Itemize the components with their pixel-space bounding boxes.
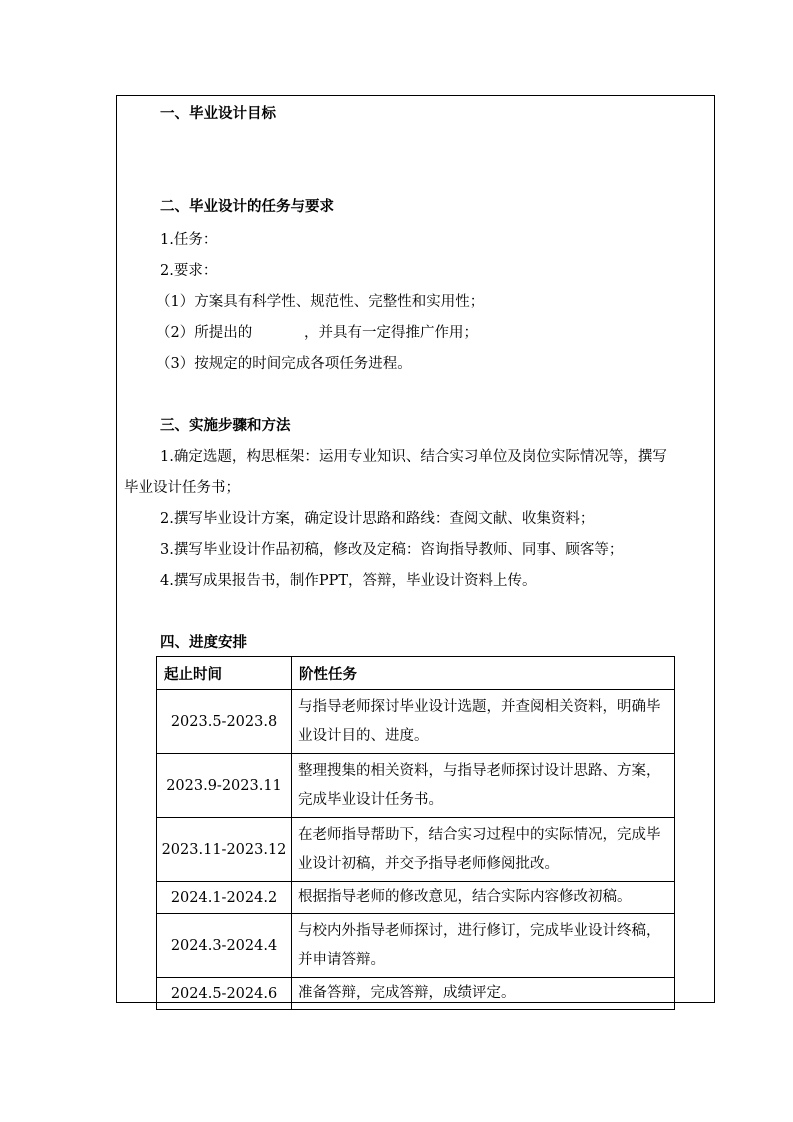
table-row — [157, 914, 675, 978]
task-cell: 整理搜集的相关资料，与指导老师探讨设计思路、方案，完成毕业设计任务书。 — [292, 754, 675, 818]
period-cell: 2024.1-2024.2 — [157, 882, 292, 914]
task-cell: 准备答辩，完成答辩，成绩评定。 — [292, 978, 675, 1010]
section-heading-tasks: 二、毕业设计的任务与要求 — [160, 199, 334, 215]
period-cell: 2023.11-2023.12 — [157, 818, 292, 882]
step-2: 2.撰写毕业设计方案，确定设计思路和路线：查阅文献、收集资料； — [160, 511, 595, 527]
requirement-3: （3）按规定的时间完成各项任务进程。 — [156, 356, 412, 372]
step-1-line-1: 1.确定选题，构思框架：运用专业知识、结合实习单位及岗位实际情况等，撰写 — [160, 449, 667, 465]
step-1-line-2: 毕业设计任务书； — [124, 480, 240, 496]
column-header-period: 起止时间 — [157, 657, 292, 690]
task-cell: 根据指导老师的修改意见，结合实际内容修改初稿。 — [292, 882, 675, 914]
task-cell: 在老师指导帮助下，结合实习过程中的实际情况，完成毕业设计初稿，并交予指导老师修阅批改。 — [292, 818, 675, 882]
step-4: 4.撰写成果报告书，制作PPT，答辩，毕业设计资料上传。 — [160, 573, 537, 589]
requirement-item: 2.要求： — [160, 263, 218, 279]
table-row — [157, 818, 675, 882]
period-cell: 2023.5-2023.8 — [157, 690, 292, 754]
requirement-1: （1）方案具有科学性、规范性、完整性和实用性； — [156, 294, 485, 310]
table-row — [157, 754, 675, 818]
column-header-task: 阶性任务 — [292, 657, 675, 690]
table-row — [157, 690, 675, 754]
table-row — [157, 882, 675, 914]
section-heading-goal: 一、毕业设计目标 — [160, 106, 276, 122]
section-heading-steps: 三、实施步骤和方法 — [160, 418, 291, 434]
section-heading-schedule: 四、进度安排 — [160, 635, 247, 651]
task-item: 1.任务： — [160, 232, 218, 248]
step-3: 3.撰写毕业设计作品初稿，修改及定稿：咨询指导教师、同事、顾客等； — [160, 542, 624, 558]
period-cell: 2024.5-2024.6 — [157, 978, 292, 1010]
task-cell: 与校内外指导老师探讨，进行修订，完成毕业设计终稿，并申请答辩。 — [292, 914, 675, 978]
requirement-2-part-b: ，并具有一定得推广作用； — [304, 325, 478, 341]
table-row — [157, 978, 675, 1010]
period-cell: 2024.3-2024.4 — [157, 914, 292, 978]
task-cell: 与指导老师探讨毕业设计选题，并查阅相关资料，明确毕业设计目的、进度。 — [292, 690, 675, 754]
table-header-row — [157, 657, 675, 690]
requirement-2-part-a: （2）所提出的 — [156, 325, 253, 341]
schedule-table — [156, 656, 675, 1010]
period-cell: 2023.9-2023.11 — [157, 754, 292, 818]
